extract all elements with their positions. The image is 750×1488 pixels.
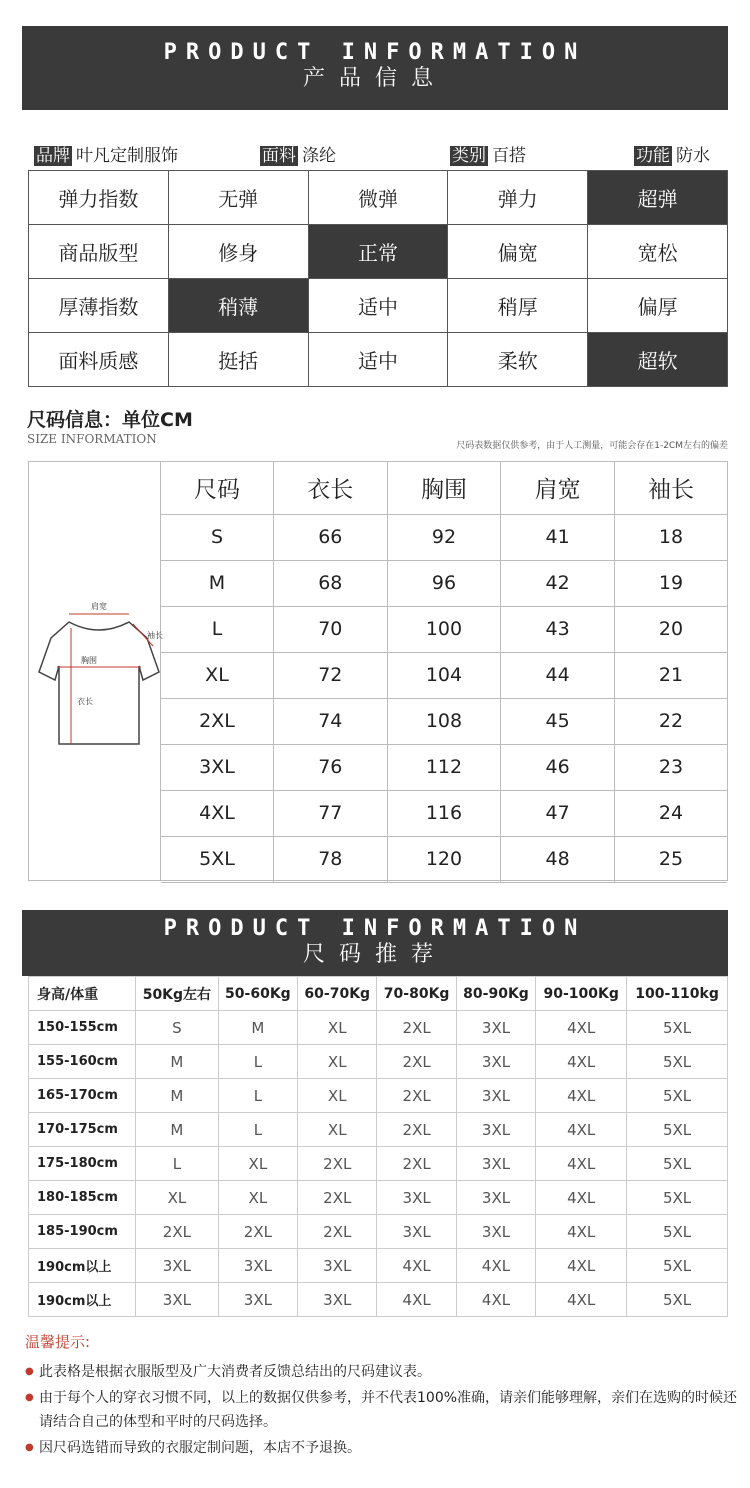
size-recommend-table: [28, 976, 728, 1317]
size-header-row: [161, 462, 727, 514]
recommend-size-cell: L: [136, 1147, 219, 1181]
attribute-option-selected: 稍薄: [168, 279, 308, 333]
size-cell: 18: [614, 514, 727, 560]
recommend-size-cell: 4XL: [536, 1045, 627, 1079]
size-cell: 72: [273, 652, 387, 698]
recommend-height-cell: 175-180cm: [29, 1147, 136, 1181]
category-item: [450, 141, 526, 166]
recommend-row: [29, 1181, 728, 1215]
recommend-size-cell: 5XL: [627, 1283, 728, 1317]
recommend-size-cell: 3XL: [456, 1011, 535, 1045]
recommend-height-cell: 150-155cm: [29, 1011, 136, 1045]
size-header-cell: 衣长: [273, 462, 387, 514]
size-cell: L: [161, 606, 273, 652]
size-cell: 45: [501, 698, 615, 744]
product-info-banner: [22, 26, 728, 110]
recommend-size-cell: XL: [298, 1113, 377, 1147]
size-cell: 47: [501, 790, 615, 836]
recommend-size-cell: 2XL: [298, 1215, 377, 1249]
recommend-header-cell: 100-110kg: [627, 977, 728, 1011]
size-cell: 76: [273, 744, 387, 790]
recommend-size-cell: 2XL: [298, 1181, 377, 1215]
size-cell: 104: [387, 652, 501, 698]
size-cell: 41: [501, 514, 615, 560]
attribute-option: 适中: [308, 333, 448, 387]
recommend-size-cell: M: [136, 1079, 219, 1113]
recommend-size-cell: 2XL: [218, 1215, 297, 1249]
recommend-size-cell: XL: [298, 1079, 377, 1113]
recommend-size-cell: XL: [298, 1045, 377, 1079]
recommend-row: [29, 1113, 728, 1147]
size-row: [161, 836, 727, 882]
recommend-row: [29, 1045, 728, 1079]
size-cell: M: [161, 560, 273, 606]
recommend-row: [29, 1079, 728, 1113]
size-cell: 2XL: [161, 698, 273, 744]
recommend-size-cell: 4XL: [456, 1249, 535, 1283]
size-cell: 77: [273, 790, 387, 836]
recommend-size-cell: 5XL: [627, 1181, 728, 1215]
attribute-option: 适中: [308, 279, 448, 333]
size-row: [161, 698, 727, 744]
size-cell: 22: [614, 698, 727, 744]
size-header-cell: 尺码: [161, 462, 273, 514]
recommend-size-cell: 3XL: [136, 1283, 219, 1317]
size-cell: 78: [273, 836, 387, 882]
recommend-size-cell: 3XL: [136, 1249, 219, 1283]
attribute-row: [29, 333, 728, 387]
attribute-option-selected: 正常: [308, 225, 448, 279]
size-cell: XL: [161, 652, 273, 698]
tips-title: 温馨提示:: [25, 1333, 91, 1351]
recommend-size-cell: 2XL: [136, 1215, 219, 1249]
function-item: [634, 141, 710, 166]
size-cell: 116: [387, 790, 501, 836]
size-row: [161, 652, 727, 698]
function-value: 防水: [676, 146, 710, 166]
size-header-cell: 胸围: [387, 462, 501, 514]
fabric-tag: 面料: [262, 146, 296, 166]
size-cell: 74: [273, 698, 387, 744]
recommend-size-cell: XL: [218, 1181, 297, 1215]
size-header-cell: 肩宽: [501, 462, 615, 514]
recommend-size-cell: 4XL: [536, 1249, 627, 1283]
size-cell: 70: [273, 606, 387, 652]
size-row: [161, 560, 727, 606]
size-table: [161, 462, 727, 883]
recommend-size-cell: 4XL: [377, 1249, 456, 1283]
size-row: [161, 514, 727, 560]
recommend-header-cell: 80-90Kg: [456, 977, 535, 1011]
size-cell: 42: [501, 560, 615, 606]
recommend-height-cell: 155-160cm: [29, 1045, 136, 1079]
recommend-size-cell: 4XL: [536, 1011, 627, 1045]
size-cell: 19: [614, 560, 727, 606]
recommend-size-cell: 3XL: [456, 1181, 535, 1215]
recommend-size-cell: 4XL: [536, 1215, 627, 1249]
function-tag: 功能: [636, 146, 670, 166]
attribute-row: [29, 171, 728, 225]
recommend-size-cell: 2XL: [298, 1147, 377, 1181]
recommend-size-cell: 4XL: [536, 1113, 627, 1147]
tip-item: ● 此表格是根据衣服版型及广大消费者反馈总结出的尺码建议表。: [25, 1360, 745, 1384]
recommend-row: [29, 1011, 728, 1045]
size-cell: 92: [387, 514, 501, 560]
recommend-height-cell: 185-190cm: [29, 1215, 136, 1249]
recommend-row: [29, 1147, 728, 1181]
size-cell: 48: [501, 836, 615, 882]
brand-value: 叶凡定制服饰: [76, 146, 178, 166]
diagram-chest-label: 胸围: [81, 656, 97, 665]
recommend-size-cell: 5XL: [627, 1215, 728, 1249]
size-row: [161, 790, 727, 836]
recommend-size-cell: 3XL: [456, 1079, 535, 1113]
recommend-size-cell: 3XL: [377, 1181, 456, 1215]
size-cell: 44: [501, 652, 615, 698]
tip-item: ● 因尺码选错而导致的衣服定制问题，本店不予退换。: [25, 1436, 745, 1460]
brand-tag: 品牌: [36, 146, 70, 166]
recommend-size-cell: 4XL: [536, 1181, 627, 1215]
size-row: [161, 606, 727, 652]
attribute-table: [28, 170, 728, 387]
size-cell: 25: [614, 836, 727, 882]
recommend-height-cell: 180-185cm: [29, 1181, 136, 1215]
attribute-option: 柔软: [448, 333, 588, 387]
recommend-size-cell: 3XL: [218, 1249, 297, 1283]
size-cell: 23: [614, 744, 727, 790]
recommend-size-cell: 3XL: [298, 1283, 377, 1317]
recommend-size-cell: 4XL: [536, 1283, 627, 1317]
size-info-note: 尺码表数据仅供参考，由于人工测量，可能会存在1-2CM左右的偏差: [456, 441, 728, 451]
recommend-size-cell: 5XL: [627, 1011, 728, 1045]
recommend-size-cell: 2XL: [377, 1011, 456, 1045]
attribute-name: 弹力指数: [29, 171, 169, 225]
recommend-header-cell: 50Kg左右: [136, 977, 219, 1011]
recommend-size-cell: L: [218, 1079, 297, 1113]
attribute-name: 商品版型: [29, 225, 169, 279]
recommend-size-cell: 4XL: [377, 1283, 456, 1317]
attribute-option: 偏宽: [448, 225, 588, 279]
recommend-size-cell: 5XL: [627, 1147, 728, 1181]
attribute-row: [29, 225, 728, 279]
recommend-height-cell: 170-175cm: [29, 1113, 136, 1147]
attribute-row: [29, 279, 728, 333]
size-row: [161, 744, 727, 790]
recommend-size-cell: 4XL: [536, 1079, 627, 1113]
recommend-header-row: [29, 977, 728, 1011]
tips-section: [25, 1330, 745, 1462]
attribute-option: 宽松: [588, 225, 728, 279]
size-cell: 5XL: [161, 836, 273, 882]
diagram-sleeve-label: 袖长: [147, 631, 163, 640]
attribute-option: 无弹: [168, 171, 308, 225]
size-cell: 112: [387, 744, 501, 790]
recommend-size-cell: 3XL: [456, 1215, 535, 1249]
attribute-option: 修身: [168, 225, 308, 279]
recommend-header-cell: 60-70Kg: [298, 977, 377, 1011]
recommend-size-cell: 3XL: [298, 1249, 377, 1283]
attribute-option: 稍厚: [448, 279, 588, 333]
size-header-cell: 袖长: [614, 462, 727, 514]
recommend-size-cell: 3XL: [456, 1045, 535, 1079]
recommend-size-cell: 3XL: [377, 1215, 456, 1249]
recommend-size-cell: XL: [218, 1147, 297, 1181]
banner-title-en: PRODUCT INFORMATION: [163, 40, 587, 65]
tshirt-icon: [29, 462, 161, 880]
recommend-header-cell: 90-100Kg: [536, 977, 627, 1011]
recommend-height-cell: 165-170cm: [29, 1079, 136, 1113]
size-cell: 20: [614, 606, 727, 652]
banner-title-zh: 产品信息: [302, 66, 447, 91]
recommend-size-cell: XL: [136, 1181, 219, 1215]
recommend-size-cell: M: [136, 1113, 219, 1147]
size-info-title: 尺码信息：单位CM: [27, 409, 193, 431]
diagram-length-label: 衣长: [77, 697, 93, 706]
size-cell: 96: [387, 560, 501, 606]
recommend-size-cell: 5XL: [627, 1079, 728, 1113]
tip-item: ● 由于每个人的穿衣习惯不同，以上的数据仅供参考，并不代表100%准确，请亲们能够理解，亲们在选购的时候还请结合自己的体型和平时的尺码选择。: [25, 1386, 745, 1434]
recommend-height-cell: 190cm以上: [29, 1249, 136, 1283]
category-tag: 类别: [452, 146, 486, 166]
recommend-height-cell: 190cm以上: [29, 1283, 136, 1317]
recommend-row: [29, 1249, 728, 1283]
attribute-name: 面料质感: [29, 333, 169, 387]
recommend-header-cell: 身高/体重: [29, 977, 136, 1011]
size-cell: 43: [501, 606, 615, 652]
size-cell: 24: [614, 790, 727, 836]
size-cell: 3XL: [161, 744, 273, 790]
size-cell: 120: [387, 836, 501, 882]
recommend-size-cell: 2XL: [377, 1147, 456, 1181]
size-cell: 46: [501, 744, 615, 790]
recommend-size-cell: M: [136, 1045, 219, 1079]
brand-row: [30, 141, 730, 165]
size-cell: 108: [387, 698, 501, 744]
banner-title-en: PRODUCT INFORMATION: [163, 916, 587, 941]
size-cell: 68: [273, 560, 387, 606]
recommend-size-cell: 2XL: [377, 1113, 456, 1147]
attribute-option-selected: 超软: [588, 333, 728, 387]
recommend-size-cell: 4XL: [536, 1147, 627, 1181]
recommend-size-cell: L: [218, 1113, 297, 1147]
recommend-size-cell: 5XL: [627, 1113, 728, 1147]
diagram-shoulder-label: 肩宽: [91, 602, 107, 611]
size-cell: S: [161, 514, 273, 560]
shirt-diagram: [29, 462, 161, 880]
recommend-size-cell: S: [136, 1011, 219, 1045]
recommend-size-cell: 3XL: [218, 1283, 297, 1317]
recommend-header-cell: 70-80Kg: [377, 977, 456, 1011]
recommend-row: [29, 1215, 728, 1249]
recommend-size-cell: 2XL: [377, 1045, 456, 1079]
size-chart: [28, 461, 728, 881]
recommend-size-cell: 2XL: [377, 1079, 456, 1113]
size-cell: 66: [273, 514, 387, 560]
recommend-row: [29, 1283, 728, 1317]
size-cell: 100: [387, 606, 501, 652]
category-value: 百搭: [492, 146, 526, 166]
size-cell: 4XL: [161, 790, 273, 836]
fabric-item: [260, 141, 336, 166]
size-info-subtitle: SIZE INFORMATION: [27, 432, 157, 446]
attribute-option-selected: 超弹: [588, 171, 728, 225]
recommend-size-cell: 4XL: [456, 1283, 535, 1317]
attribute-option: 微弹: [308, 171, 448, 225]
recommend-size-cell: L: [218, 1045, 297, 1079]
recommend-size-cell: 3XL: [456, 1113, 535, 1147]
brand-item: [34, 141, 178, 166]
recommend-size-cell: 3XL: [456, 1147, 535, 1181]
fabric-value: 涤纶: [302, 146, 336, 166]
banner-title-zh: 尺码推荐: [302, 942, 447, 967]
recommend-header-cell: 50-60Kg: [218, 977, 297, 1011]
attribute-option: 挺括: [168, 333, 308, 387]
recommend-size-cell: 5XL: [627, 1045, 728, 1079]
attribute-option: 弹力: [448, 171, 588, 225]
size-cell: 21: [614, 652, 727, 698]
recommend-size-cell: XL: [298, 1011, 377, 1045]
recommend-size-cell: 5XL: [627, 1249, 728, 1283]
attribute-name: 厚薄指数: [29, 279, 169, 333]
recommend-size-cell: M: [218, 1011, 297, 1045]
attribute-option: 偏厚: [588, 279, 728, 333]
size-recommend-banner: [22, 910, 728, 976]
